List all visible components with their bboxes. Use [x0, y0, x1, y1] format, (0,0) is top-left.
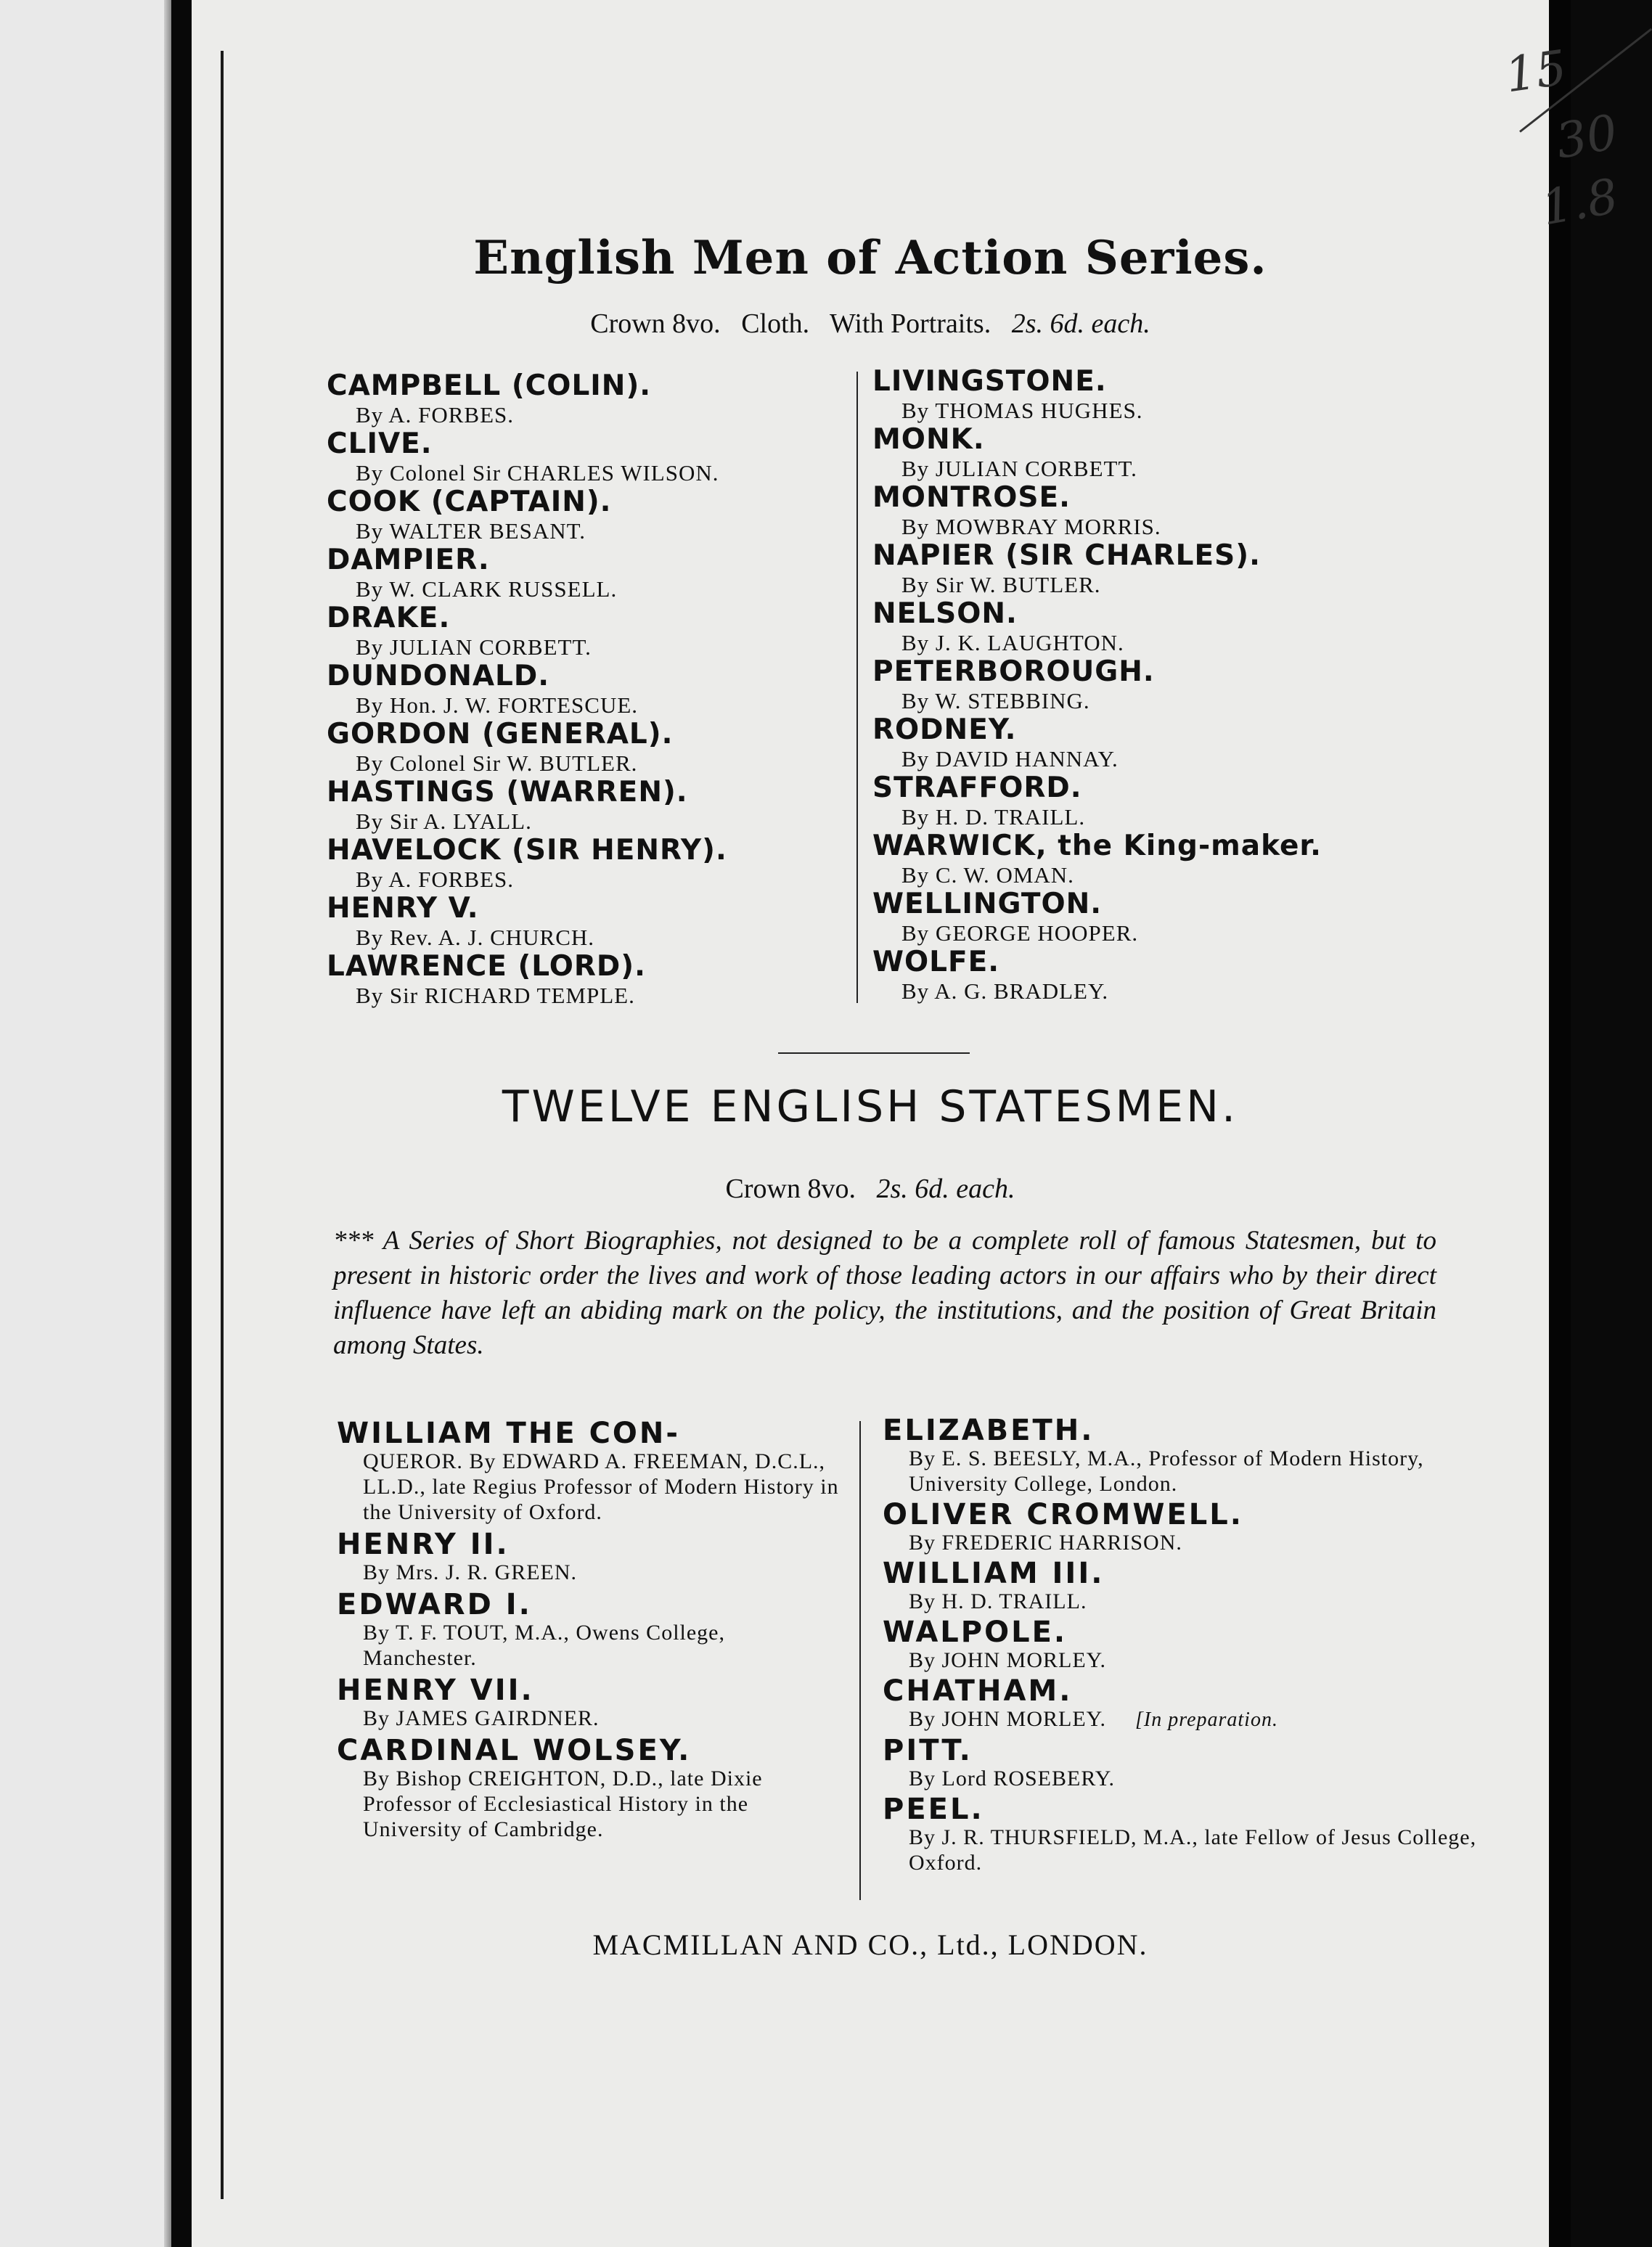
author-line [327, 807, 727, 836]
author-text: By W. CLARK RUSSELL. [356, 576, 618, 602]
book-entry [327, 604, 727, 662]
author-text: By JOHN MORLEY. [909, 1648, 1106, 1672]
illustrations: With Portraits. [829, 308, 991, 339]
statesmen-left-column [337, 1418, 845, 1846]
author-text: By GEORGE HOOPER. [901, 920, 1139, 946]
author-line [872, 803, 1322, 832]
author-line [883, 1706, 1478, 1732]
author-line [327, 691, 727, 720]
subject-name: WALPOLE. [883, 1616, 1068, 1649]
author-line [337, 1620, 845, 1671]
book-entry [337, 1675, 845, 1731]
author-line [883, 1648, 1478, 1673]
subject-name: DUNDONALD. [327, 660, 550, 692]
author-line [327, 459, 727, 488]
author-text: By H. D. TRAILL. [901, 804, 1086, 830]
price: 2s. 6d. each. [876, 1174, 1015, 1204]
author-text: By Bishop CREIGHTON, D.D., late Dixie Professor of Ecclesiastical History in the University of Cambridge. [363, 1767, 763, 1841]
handwritten-note: 1.8 [1537, 168, 1622, 237]
subject-name: WILLIAM III. [883, 1557, 1105, 1590]
author-line [327, 749, 727, 778]
author-line [872, 861, 1322, 890]
format: Crown 8vo. [725, 1174, 856, 1204]
book-entry [872, 713, 1322, 774]
statesmen-subline [192, 1173, 1549, 1205]
statesmen-title: TWELVE ENGLISH STATESMEN. [502, 1081, 1239, 1132]
subject-name: HAVELOCK (SIR HENRY). [327, 834, 727, 867]
subject-name: HENRY VII. [337, 1674, 534, 1707]
subject-name: WILLIAM THE CON- [337, 1417, 680, 1450]
binding: Cloth. [741, 308, 810, 339]
book-entry [337, 1589, 845, 1671]
subject-name: OLIVER CROMWELL. [883, 1498, 1243, 1531]
author-text: By J. R. THURSFIELD, M.A., late Fellow of Jesus College, Oxford. [909, 1825, 1477, 1875]
author-line [337, 1560, 845, 1585]
subject-name: CARDINAL WOLSEY. [337, 1734, 692, 1767]
subject-name: STRAFFORD. [872, 771, 1082, 804]
author-text: By JULIAN CORBETT. [356, 634, 592, 660]
author-text: By Lord ROSEBERY. [909, 1767, 1115, 1790]
author-text: By Mrs. J. R. GREEN. [363, 1560, 578, 1584]
author-text: By JULIAN CORBETT. [901, 456, 1137, 481]
subject-name: DAMPIER. [327, 544, 490, 576]
author-text: By H. D. TRAILL. [909, 1589, 1087, 1613]
series-description: *** A Series of Short Biographies, not designed to be a complete roll of famous Statesmen, but to present in historic order the lives and work of those leading actors in our affairs who by their direct influence have left an abiding mark on the policy, the institutions, and the position of Great Britain among States. [333, 1226, 1436, 1360]
author-text: By Colonel Sir CHARLES WILSON. [356, 460, 719, 486]
author-line [327, 923, 727, 952]
author-line [872, 454, 1322, 483]
author-text: By JAMES GAIRDNER. [363, 1706, 600, 1730]
author-line [872, 512, 1322, 541]
author-text: QUEROR. By EDWARD A. FREEMAN, D.C.L., LL.D., late Regius Professor of Modern History in the University of Oxford. [363, 1449, 839, 1524]
book-entry [883, 1794, 1478, 1875]
book-entry [327, 720, 727, 778]
author-text: By J. K. LAUGHTON. [901, 630, 1124, 655]
book-entry [872, 890, 1322, 948]
author-text: By W. STEBBING. [901, 688, 1090, 713]
author-text: By FREDERIC HARRISON. [909, 1531, 1182, 1555]
book-entry [883, 1415, 1478, 1497]
facing-page [0, 0, 171, 2247]
subject-name: ELIZABETH. [883, 1414, 1095, 1447]
author-text: By A. FORBES. [356, 867, 515, 892]
book-entry [327, 546, 727, 604]
subject-name: GORDON (GENERAL). [327, 718, 674, 750]
book-entry [872, 425, 1322, 483]
author-text: By C. W. OMAN. [901, 862, 1074, 888]
author-text: By Sir W. BUTLER. [901, 572, 1101, 597]
author-line [327, 401, 727, 430]
book-entry [327, 369, 727, 430]
column-divider [856, 372, 858, 1003]
subject-name: EDWARD I. [337, 1588, 532, 1621]
subject-name: CLIVE. [327, 427, 433, 460]
subject-name: MONK. [872, 423, 985, 456]
author-line [327, 865, 727, 894]
preparation-note: [In preparation. [1134, 1708, 1278, 1731]
book-entry [327, 662, 727, 720]
author-line [327, 517, 727, 546]
subject-name: HENRY II. [337, 1528, 510, 1561]
author-text: By DAVID HANNAY. [901, 746, 1119, 771]
author-line [872, 745, 1322, 774]
subject-name: CHATHAM. [883, 1674, 1073, 1708]
book-entry [337, 1735, 845, 1842]
subject-name: MONTROSE. [872, 481, 1071, 514]
author-line [872, 977, 1322, 1006]
handwritten-notes [1498, 29, 1651, 261]
book-entry [872, 367, 1322, 425]
author-line [872, 629, 1322, 658]
subject-name: LIVINGSTONE. [872, 365, 1107, 398]
handwritten-note: 30 [1551, 104, 1622, 170]
author-text: By THOMAS HUGHES. [901, 398, 1143, 423]
author-line [327, 575, 727, 604]
subject-name: NELSON. [872, 597, 1018, 630]
author-line [872, 396, 1322, 425]
author-line [883, 1766, 1478, 1791]
book-entry [327, 836, 727, 894]
book-entry [883, 1558, 1478, 1614]
book-entry [883, 1735, 1478, 1791]
handwritten-note: 15 [1502, 39, 1570, 104]
subject-name: CAMPBELL (COLIN). [327, 369, 652, 402]
author-line [883, 1530, 1478, 1555]
subject-name: WOLFE. [872, 946, 1000, 978]
author-line [327, 981, 727, 1010]
subject-name: NAPIER (SIR CHARLES). [872, 539, 1261, 572]
subject-name: RODNEY. [872, 713, 1017, 746]
book-entry [337, 1418, 845, 1525]
book-entry [883, 1499, 1478, 1555]
book-entry [327, 952, 727, 1010]
book-entry [327, 488, 727, 546]
author-text: By Colonel Sir W. BUTLER. [356, 750, 638, 776]
author-text: By Hon. J. W. FORTESCUE. [356, 692, 639, 718]
author-line [883, 1589, 1478, 1614]
author-text: By WALTER BESANT. [356, 518, 586, 544]
catalogue-page [192, 0, 1622, 2247]
book-entry [872, 483, 1322, 541]
facing-page-edge [164, 0, 171, 2247]
author-text: By A. G. BRADLEY. [901, 978, 1109, 1004]
author-line [872, 687, 1322, 716]
author-text: By JOHN MORLEY. [909, 1707, 1106, 1731]
subject-name: WARWICK, the King-maker. [872, 830, 1322, 862]
author-text: By E. S. BEESLY, M.A., Professor of Modern History, University College, London. [909, 1446, 1424, 1496]
author-text: By Rev. A. J. CHURCH. [356, 925, 595, 950]
author-line [883, 1825, 1478, 1875]
book-entry [337, 1529, 845, 1585]
book-entry [872, 599, 1322, 658]
author-text: By Sir RICHARD TEMPLE. [356, 983, 635, 1008]
author-line [872, 919, 1322, 948]
format: Crown 8vo. [590, 308, 721, 339]
series-subline [192, 308, 1549, 340]
price: 2s. 6d. each. [1011, 308, 1150, 339]
book-entry [883, 1617, 1478, 1673]
author-line [337, 1449, 845, 1525]
author-text: By T. F. TOUT, M.A., Owens College, Manchester. [363, 1621, 725, 1670]
author-line [883, 1446, 1478, 1497]
book-entry [872, 541, 1322, 599]
book-gutter [171, 0, 192, 2247]
subject-name: WELLINGTON. [872, 888, 1103, 920]
column-divider [859, 1421, 861, 1900]
book-entry [872, 948, 1322, 1006]
book-entry [872, 771, 1322, 832]
subject-name: HASTINGS (WARREN). [327, 776, 688, 809]
subject-name: COOK (CAPTAIN). [327, 486, 612, 518]
author-line [337, 1766, 845, 1842]
page-right-edge [1549, 0, 1571, 2247]
book-entry [327, 894, 727, 952]
statesmen-right-column [883, 1415, 1478, 1878]
author-text: By A. FORBES. [356, 402, 515, 427]
author-line [337, 1706, 845, 1731]
author-line [872, 570, 1322, 599]
author-text: By Sir A. LYALL. [356, 809, 532, 834]
author-line [327, 633, 727, 662]
subject-name: LAWRENCE (LORD). [327, 950, 646, 983]
book-entry [883, 1676, 1478, 1732]
book-entry [872, 832, 1322, 890]
subject-name: HENRY V. [327, 892, 479, 925]
book-entry [327, 427, 727, 488]
author-text: By MOWBRAY MORRIS. [901, 514, 1161, 539]
publisher-imprint: MACMILLAN AND CO., Ltd., LONDON. [592, 1928, 1148, 1961]
section-divider [778, 1052, 970, 1054]
book-entry [872, 655, 1322, 716]
men-of-action-right-column [872, 367, 1322, 1006]
series-title: English Men of Action Series. [473, 231, 1267, 285]
book-entry [327, 778, 727, 836]
men-of-action-left-column [327, 369, 727, 1010]
subject-name: PETERBOROUGH. [872, 655, 1155, 688]
subject-name: DRAKE. [327, 602, 451, 634]
subject-name: PITT. [883, 1734, 973, 1767]
subject-name: PEEL. [883, 1793, 984, 1826]
